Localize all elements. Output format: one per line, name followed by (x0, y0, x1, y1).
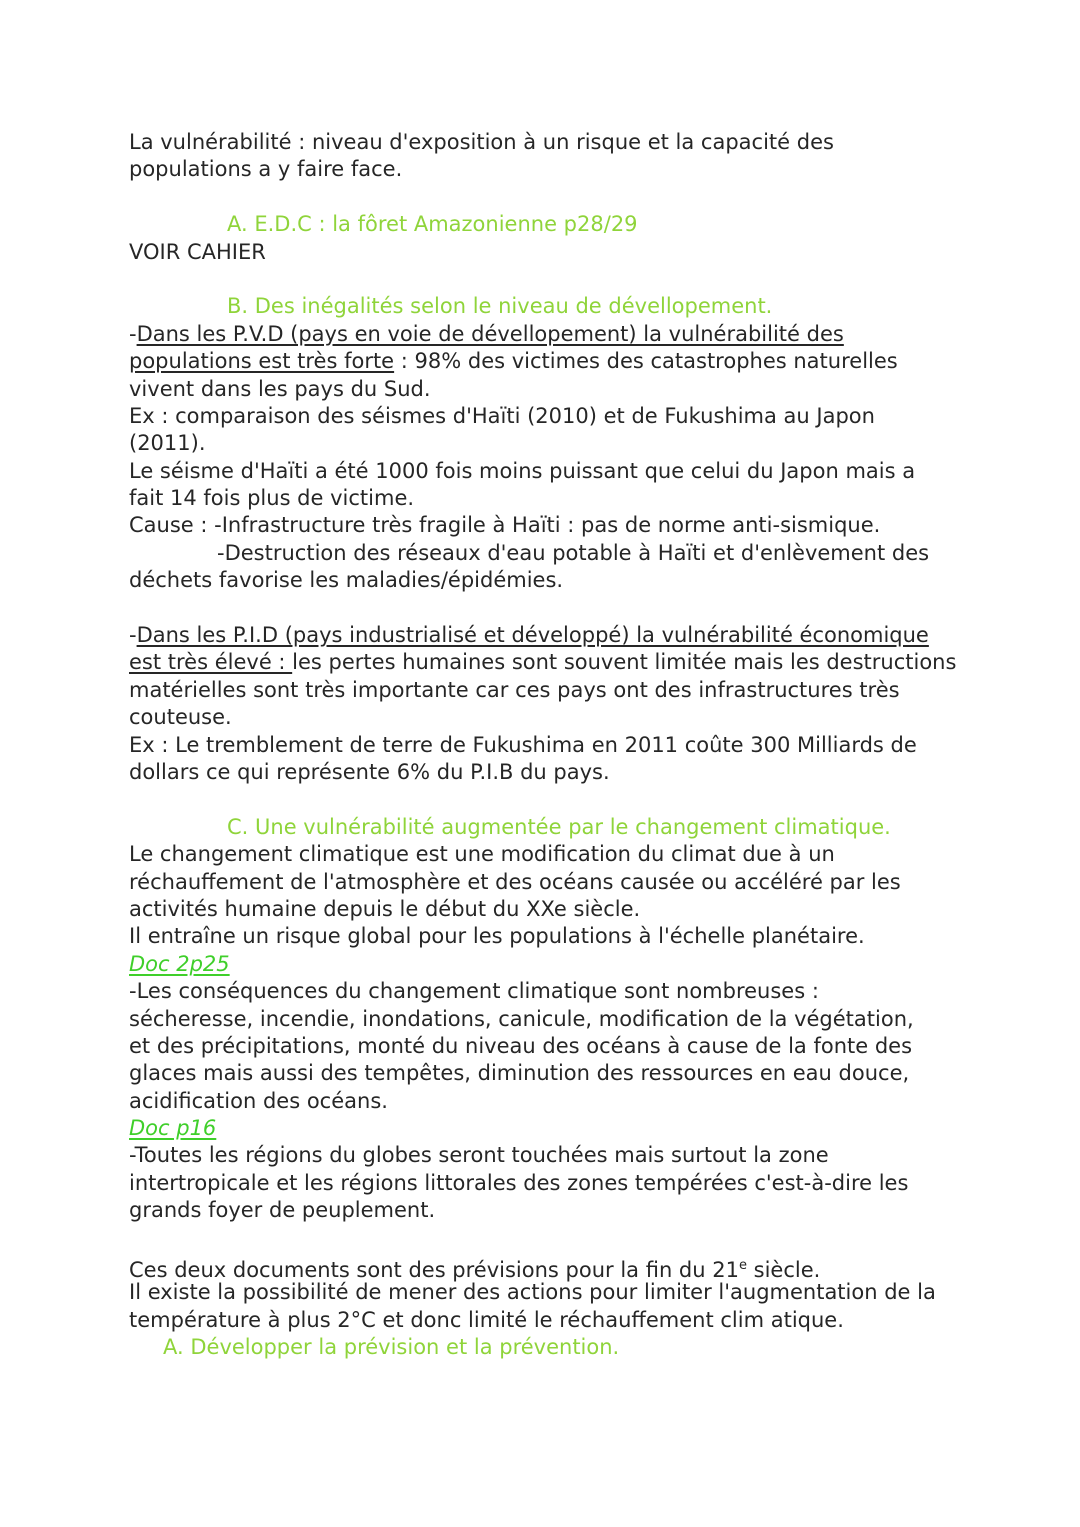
pvd-rest: : 98% des victimes des catastrophes naturelles (394, 349, 898, 374)
doc-reference-2 (129, 1115, 959, 1142)
pvd-line-2 (129, 348, 959, 375)
section-a-heading: A. E.D.C : la fôret Amazonienne p28/29 (227, 212, 638, 237)
definition-line-1: Le changement climatique est une modification du climat due à un (129, 842, 835, 867)
regions-line-1: -Toutes les régions du globes seront touchées mais surtout la zone (129, 1143, 829, 1168)
section-b-heading: B. Des inégalités selon le niveau de dévellopement. (227, 294, 773, 319)
seisme-line-2: fait 14 fois plus de victime. (129, 486, 415, 511)
prevision-text-a: Ces deux documents sont des prévisions pour la fin du 21 (129, 1258, 739, 1283)
consequences-line-1: -Les conséquences du changement climatique sont nombreuses : (129, 979, 819, 1004)
pid-dash: - (129, 623, 137, 648)
section-c-heading: C. Une vulnérabilité augmentée par le changement climatique. (227, 814, 891, 839)
pvd-line-3: vivent dans les pays du Sud. (129, 376, 431, 401)
spacer (129, 266, 959, 293)
consequences-line-4: glaces mais aussi des tempêtes, diminution des ressources en eau douce, (129, 1061, 910, 1086)
spacer (129, 184, 959, 211)
intro-line-2: populations a y faire face. (129, 157, 403, 182)
example-1-line-1: Ex : comparaison des séismes d'Haïti (2010) et de Fukushima au Japon (129, 403, 875, 428)
superscript-e: e (738, 1258, 747, 1274)
seisme-line-1: Le séisme d'Haïti a été 1000 fois moins puissant que celui du Japon mais a (129, 458, 916, 483)
pid-line-2 (129, 649, 959, 676)
prevision-line-1 (129, 1252, 959, 1283)
doc-p16-link[interactable]: Doc p16 (129, 1116, 217, 1141)
regions-line-3: grands foyer de peuplement. (129, 1198, 436, 1223)
pvd-underlined-1: Dans les P.V.D (pays en voie de dévellopement) la vulnérabilité des (136, 321, 844, 346)
prevision-line-2: Il existe la possibilité de mener des actions pour limiter l'augmentation de la (129, 1280, 936, 1305)
example-2-line-2: dollars ce qui représente 6% du P.I.B du pays. (129, 759, 610, 784)
consequences-line-2: sécheresse, incendie, inondations, canicule, modification de la végétation, (129, 1006, 914, 1031)
section-a-note: VOIR CAHIER (129, 239, 266, 264)
doc-reference-1 (129, 951, 959, 978)
spacer (129, 595, 959, 622)
spacer (129, 786, 959, 813)
document-page (129, 129, 959, 1362)
pid-line-3: matérielles sont très importante car ces pays ont des infrastructures très (129, 677, 900, 702)
definition-line-3: activités humaine depuis le début du XXe siècle. (129, 896, 641, 921)
section-a2-heading: A. Développer la prévision et la prévention. (163, 1335, 620, 1360)
consequences-line-5: acidification des océans. (129, 1088, 388, 1113)
pid-rest: les pertes humaines sont souvent limitée mais les destructions (292, 650, 957, 675)
pid-line-4: couteuse. (129, 705, 232, 730)
pvd-underlined-2: populations est très forte (129, 349, 395, 374)
pid-underlined-2: est très élevé : (129, 650, 293, 675)
regions-line-2: intertropicale et les régions littorales des zones tempérées c'est-à-dire les (129, 1170, 909, 1195)
pid-line-1 (129, 622, 959, 649)
definition-line-2: réchauffement de l'atmosphère et des océans causée ou accéléré par les (129, 869, 901, 894)
prevision-line-3: température à plus 2°C et donc limité le réchauffement clim atique. (129, 1307, 844, 1332)
example-1-line-2: (2011). (129, 431, 206, 456)
pid-underlined-1: Dans les P.I.D (pays industrialisé et développé) la vulnérabilité économique (136, 623, 929, 648)
example-2-line-1: Ex : Le tremblement de terre de Fukushima en 2011 coûte 300 Milliards de (129, 732, 917, 757)
pvd-dash: - (129, 321, 137, 346)
spacer (129, 1225, 959, 1252)
cause-line-1: Cause : -Infrastructure très fragile à Haïti : pas de norme anti-sismique. (129, 513, 881, 538)
intro-line-1: La vulnérabilité : niveau d'exposition à un risque et la capacité des (129, 130, 834, 154)
consequences-line-3: et des précipitations, monté du niveau des océans à cause de la fonte des (129, 1033, 913, 1058)
cause-line-3: déchets favorise les maladies/épidémies. (129, 568, 564, 593)
pvd-line-1 (129, 321, 959, 348)
prevision-text-b: siècle. (746, 1258, 821, 1283)
cause-line-2: -Destruction des réseaux d'eau potable à Haïti et d'enlèvement des (217, 540, 930, 565)
doc-2p25-link[interactable]: Doc 2p25 (129, 951, 230, 976)
definition-line-4: Il entraîne un risque global pour les populations à l'échelle planétaire. (129, 924, 865, 949)
